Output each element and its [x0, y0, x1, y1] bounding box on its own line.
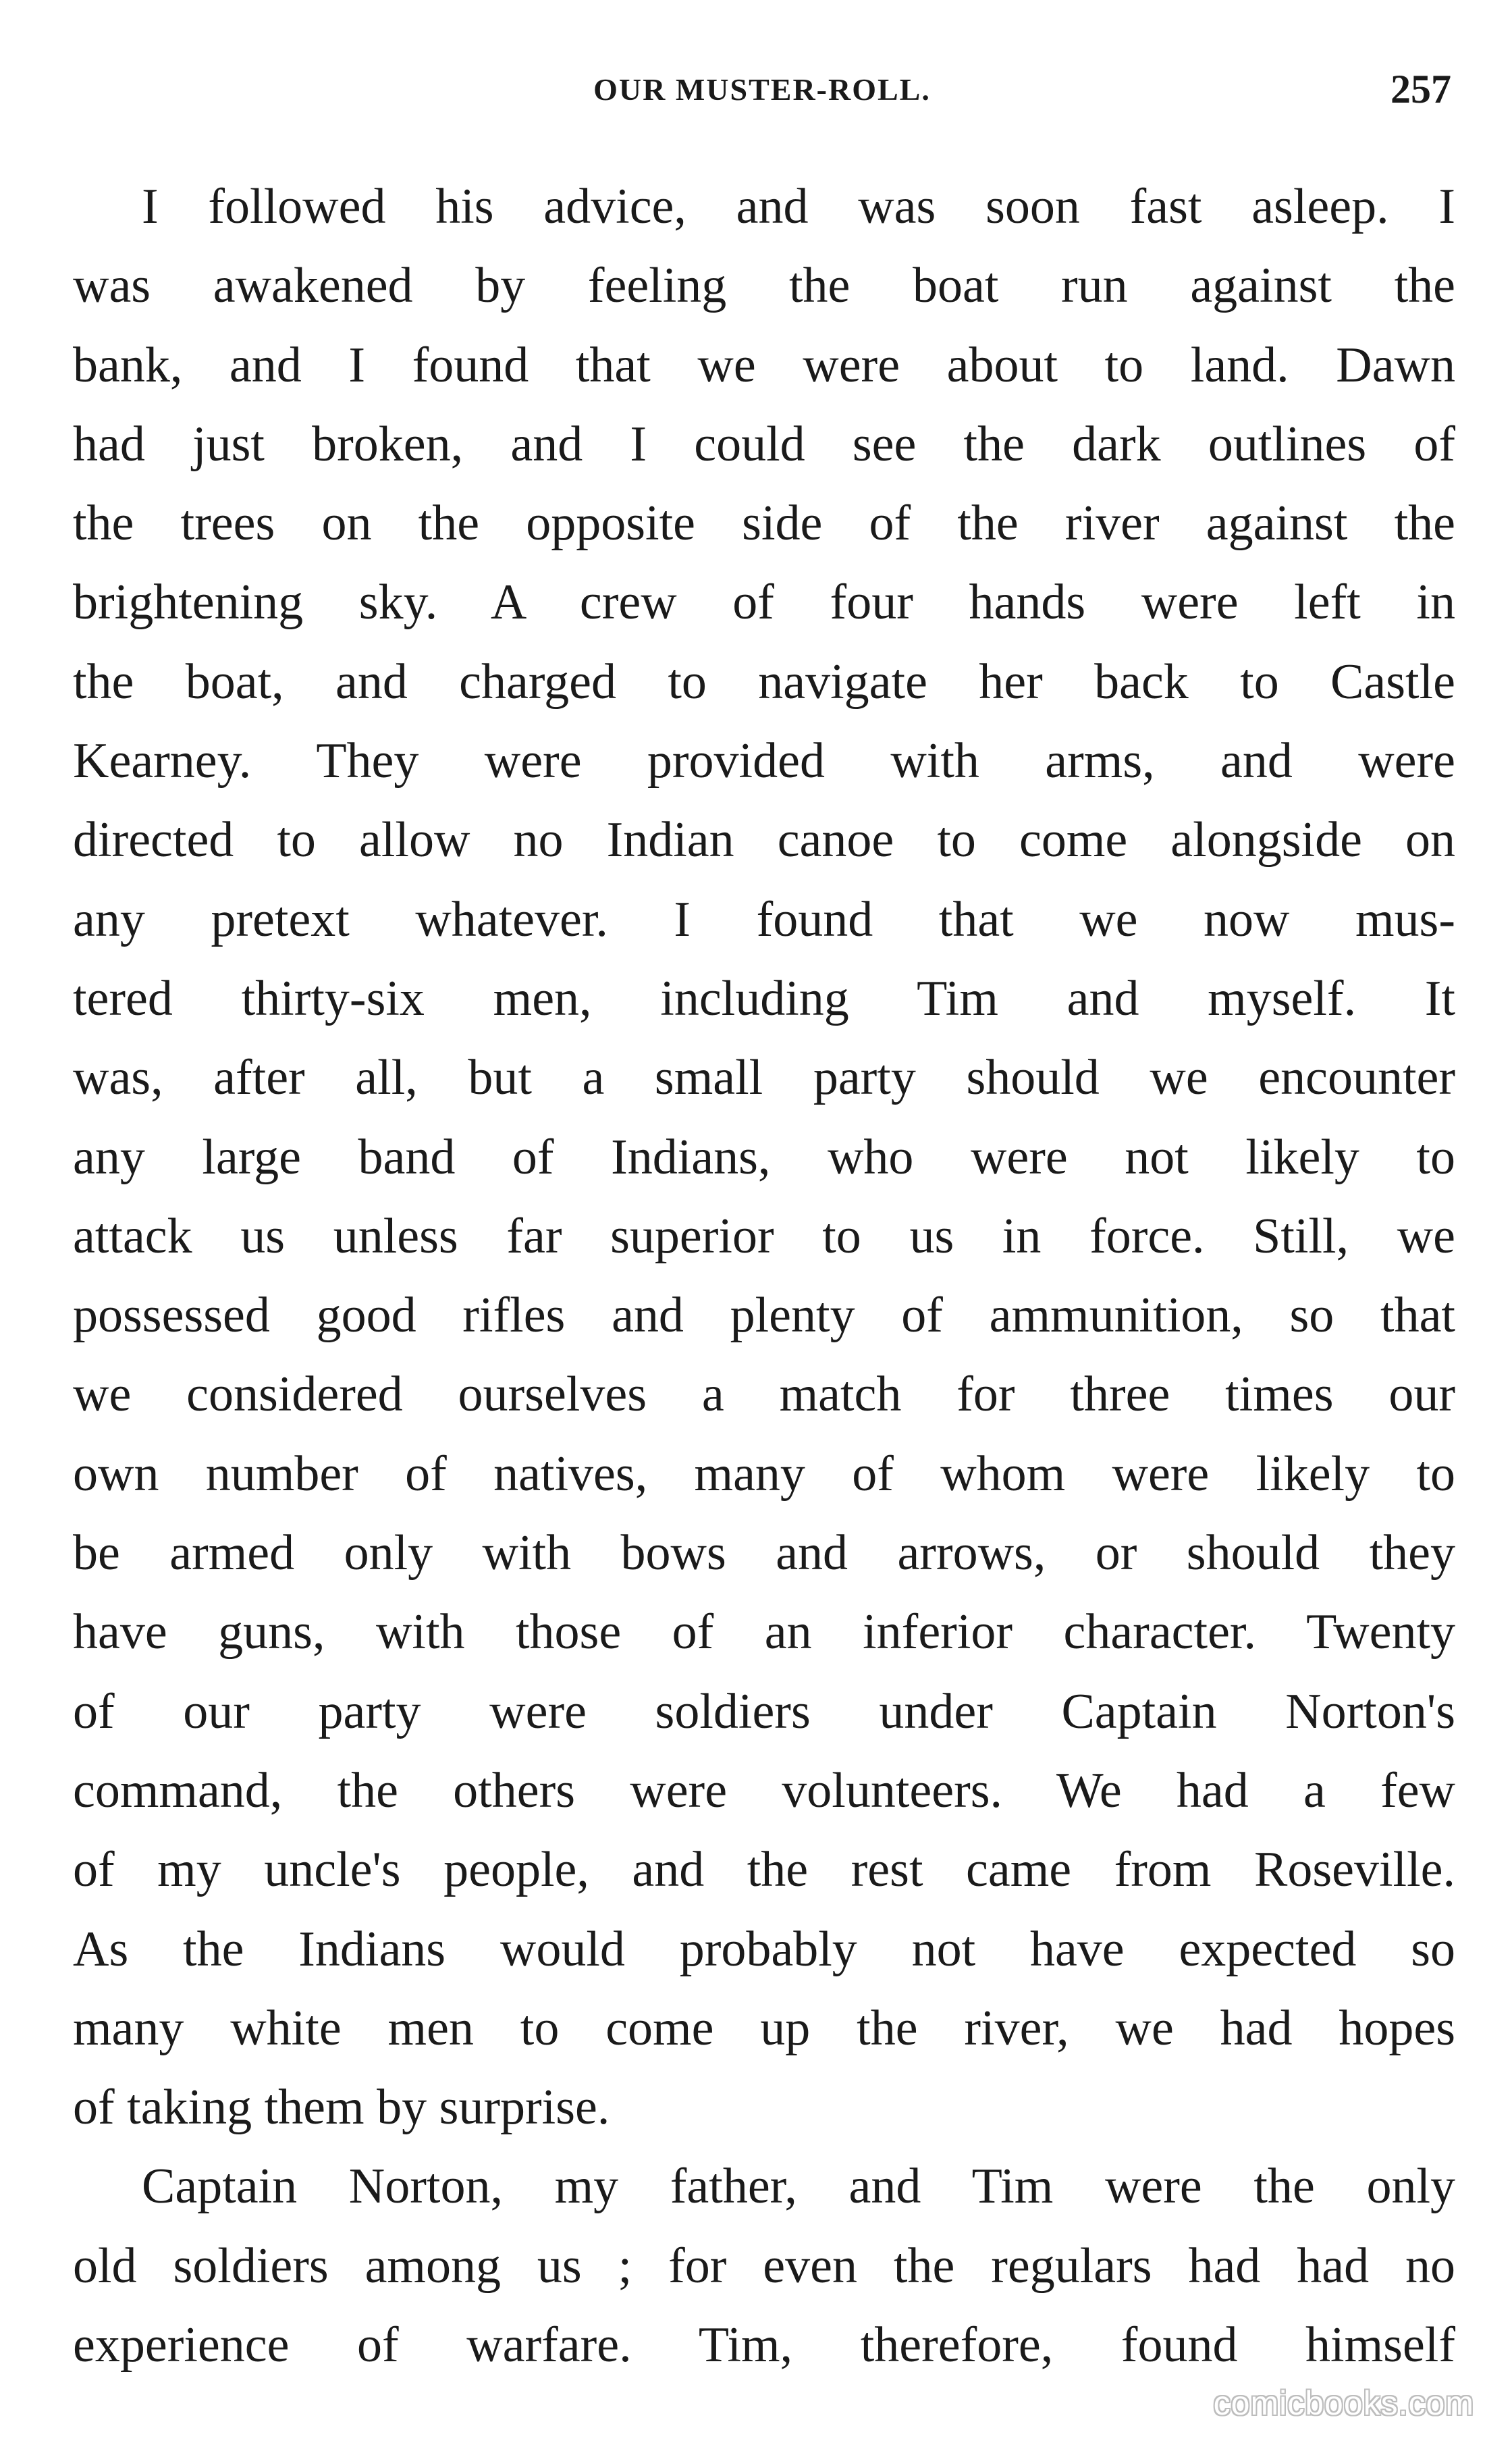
text-line: the trees on the opposite side of the river against the — [73, 496, 1455, 552]
text-line: possessed good rifles and plenty of ammunition, so that — [73, 1288, 1455, 1344]
text-line: was awakened by feeling the boat run against the — [73, 258, 1455, 314]
text-line: As the Indians would probably not have expected so — [73, 1921, 1455, 1977]
text-line: Captain Norton, my father, and Tim were the only — [142, 2159, 1455, 2215]
text-line: brightening sky. A crew of four hands were left in — [73, 575, 1455, 631]
text-line: own number of natives, many of whom were likely to — [73, 1446, 1455, 1502]
text-line: be armed only with bows and arrows, or should they — [73, 1525, 1455, 1581]
text-line: experience of warfare. Tim, therefore, found himself — [73, 2317, 1455, 2373]
watermark: comicbooks.com — [1213, 2384, 1474, 2422]
text-line: Kearney. They were provided with arms, and were — [73, 733, 1455, 789]
text-line: had just broken, and I could see the dark outlines of — [73, 416, 1455, 472]
body-text — [73, 167, 1455, 2385]
text-line: bank, and I found that we were about to land. Dawn — [73, 337, 1455, 393]
text-line: I followed his advice, and was soon fast asleep. I — [142, 179, 1455, 234]
running-title: OUR MUSTER-ROLL. — [593, 72, 931, 107]
text-line: the boat, and charged to navigate her back to Castle — [73, 654, 1455, 710]
text-line: we considered ourselves a match for three times our — [73, 1367, 1455, 1423]
running-head — [73, 65, 1451, 119]
text-line: any pretext whatever. I found that we now mus- — [73, 891, 1455, 947]
text-line: have guns, with those of an inferior character. Twenty — [73, 1604, 1455, 1660]
text-line: command, the others were volunteers. We had a few — [73, 1762, 1455, 1818]
text-line: was, after all, but a small party should we encounter — [73, 1050, 1455, 1106]
page-number: 257 — [1390, 67, 1451, 111]
text-line: of our party were soldiers under Captain Norton's — [73, 1683, 1455, 1739]
text-line: tered thirty-six men, including Tim and myself. It — [73, 970, 1455, 1026]
text-line: any large band of Indians, who were not likely to — [73, 1129, 1455, 1185]
text-line: of my uncle's people, and the rest came from Roseville. — [73, 1842, 1455, 1898]
text-line: attack us unless far superior to us in force. Still, we — [73, 1208, 1455, 1264]
text-line: of taking them by surprise. — [73, 2080, 610, 2136]
text-line: old soldiers among us ; for even the regulars had had no — [73, 2238, 1455, 2294]
text-line: many white men to come up the river, we had hopes — [73, 2000, 1455, 2056]
text-line: directed to allow no Indian canoe to come alongside on — [73, 812, 1455, 868]
